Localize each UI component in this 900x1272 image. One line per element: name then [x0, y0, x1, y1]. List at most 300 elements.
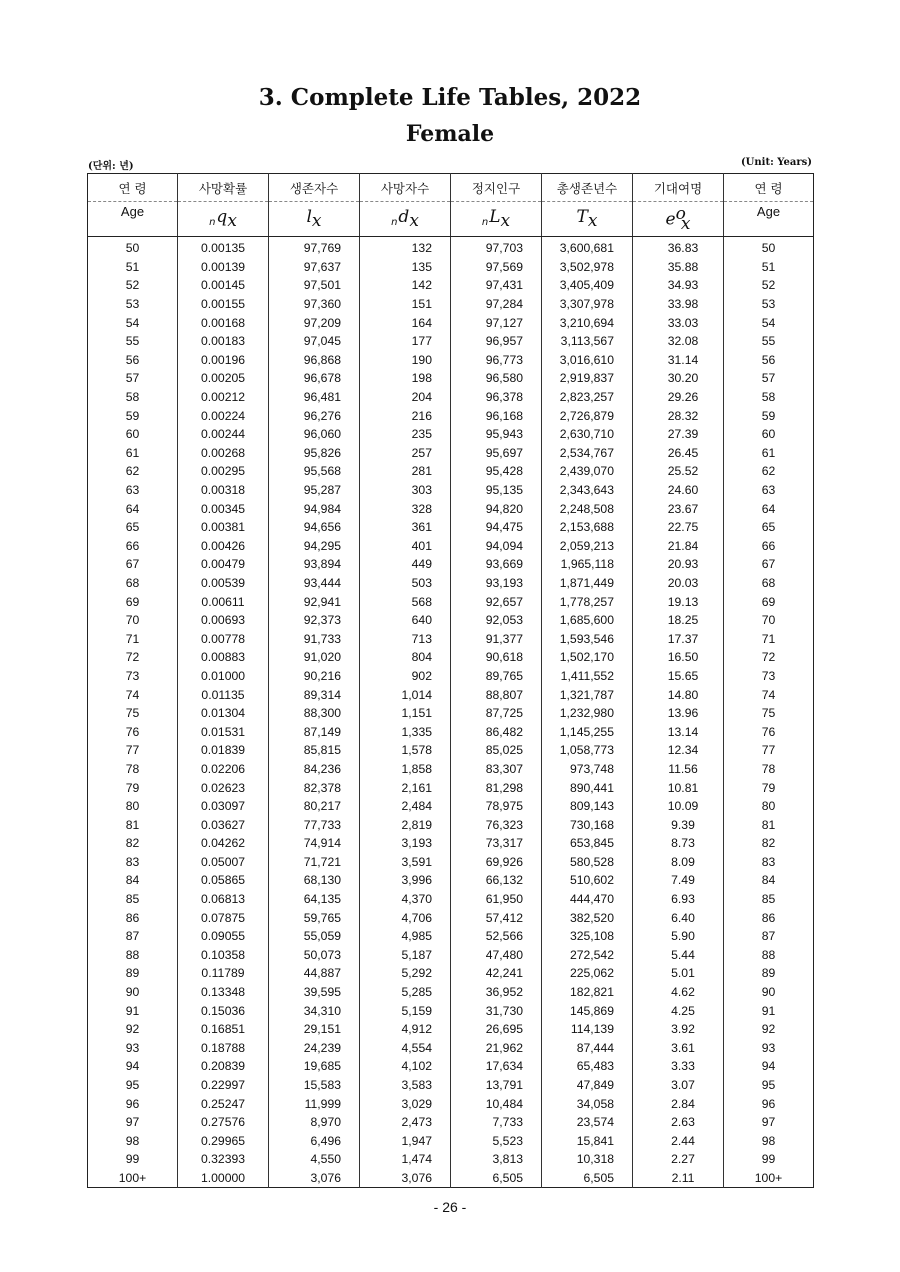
cell-ex: 8.09	[633, 853, 724, 872]
cell-Tx: 510,602	[542, 871, 633, 890]
cell-qx: 0.00778	[178, 629, 269, 648]
cell-ex: 4.62	[633, 983, 724, 1002]
cell-age2: 73	[724, 667, 814, 686]
cell-lx: 89,314	[269, 685, 360, 704]
cell-Tx: 87,444	[542, 1039, 633, 1058]
cell-lx: 85,815	[269, 741, 360, 760]
cell-Tx: 3,210,694	[542, 313, 633, 332]
cell-Lx: 94,820	[451, 499, 542, 518]
table-row	[88, 351, 814, 370]
cell-ex: 20.93	[633, 555, 724, 574]
cell-Lx: 47,480	[451, 946, 542, 965]
cell-lx: 94,984	[269, 499, 360, 518]
cell-qx: 0.02206	[178, 760, 269, 779]
cell-dx: 449	[360, 555, 451, 574]
table-row	[88, 760, 814, 779]
cell-lx: 6,496	[269, 1132, 360, 1151]
cell-dx: 4,370	[360, 890, 451, 909]
cell-age2: 81	[724, 815, 814, 834]
cell-Lx: 66,132	[451, 871, 542, 890]
cell-Lx: 85,025	[451, 741, 542, 760]
cell-dx: 1,151	[360, 704, 451, 723]
header-ex-korean: 기대여명	[633, 174, 724, 202]
table-row	[88, 983, 814, 1002]
cell-qx: 0.05865	[178, 871, 269, 890]
cell-age: 64	[125, 501, 140, 516]
cell-dx: 281	[360, 462, 451, 481]
cell-Lx: 13,791	[451, 1076, 542, 1095]
unit-label-korean: (단위: 년)	[88, 161, 134, 172]
cell-qx: 0.00168	[178, 313, 269, 332]
cell-Tx: 1,232,980	[542, 704, 633, 723]
cell-ex: 2.27	[633, 1150, 724, 1169]
cell-Lx: 57,412	[451, 908, 542, 927]
cell-Lx: 95,135	[451, 481, 542, 500]
cell-age2: 54	[724, 313, 814, 332]
cell-dx: 1,474	[360, 1150, 451, 1169]
cell-ex: 19.13	[633, 592, 724, 611]
cell-lx: 93,444	[269, 574, 360, 593]
table-row	[88, 908, 814, 927]
cell-dx: 3,996	[360, 871, 451, 890]
cell-ex: 9.39	[633, 815, 724, 834]
cell-age: 80	[125, 799, 140, 814]
cell-lx: 96,060	[269, 425, 360, 444]
cell-age2: 69	[724, 592, 814, 611]
cell-ex: 36.83	[633, 237, 724, 258]
cell-ex: 2.63	[633, 1113, 724, 1132]
cell-lx: 91,733	[269, 629, 360, 648]
cell-dx: 135	[360, 258, 451, 277]
cell-age2: 68	[724, 574, 814, 593]
header-dx-symbol: $_nd_x$	[360, 202, 451, 237]
table-row	[88, 295, 814, 314]
cell-qx: 0.00693	[178, 611, 269, 630]
cell-dx: 1,335	[360, 722, 451, 741]
cell-qx: 0.01000	[178, 667, 269, 686]
cell-Tx: 114,139	[542, 1020, 633, 1039]
cell-lx: 15,583	[269, 1076, 360, 1095]
cell-age2: 53	[724, 295, 814, 314]
cell-age2: 58	[724, 388, 814, 407]
table-row	[88, 685, 814, 704]
cell-dx: 4,985	[360, 927, 451, 946]
cell-dx: 5,292	[360, 964, 451, 983]
cell-Lx: 10,484	[451, 1094, 542, 1113]
cell-Tx: 1,145,255	[542, 722, 633, 741]
cell-age: 66	[125, 538, 140, 553]
cell-qx: 0.00539	[178, 574, 269, 593]
cell-Lx: 87,725	[451, 704, 542, 723]
cell-ex: 29.26	[633, 388, 724, 407]
header-lx-symbol: $l_x$	[269, 202, 360, 237]
cell-dx: 151	[360, 295, 451, 314]
cell-qx: 0.00224	[178, 406, 269, 425]
cell-age: 100+	[118, 1170, 147, 1185]
cell-Lx: 42,241	[451, 964, 542, 983]
cell-lx: 24,239	[269, 1039, 360, 1058]
cell-Lx: 92,053	[451, 611, 542, 630]
cell-Tx: 1,965,118	[542, 555, 633, 574]
cell-age2: 79	[724, 778, 814, 797]
cell-Tx: 3,113,567	[542, 332, 633, 351]
cell-ex: 15.65	[633, 667, 724, 686]
cell-dx: 902	[360, 667, 451, 686]
cell-qx: 0.00212	[178, 388, 269, 407]
cell-lx: 64,135	[269, 890, 360, 909]
cell-qx: 0.00611	[178, 592, 269, 611]
cell-qx: 0.05007	[178, 853, 269, 872]
cell-age: 95	[125, 1078, 140, 1093]
header-ex-symbol: $e^o_x$	[633, 202, 724, 237]
cell-ex: 3.61	[633, 1039, 724, 1058]
cell-qx: 0.00883	[178, 648, 269, 667]
cell-age2: 82	[724, 834, 814, 853]
table-row	[88, 537, 814, 556]
cell-Tx: 65,483	[542, 1057, 633, 1076]
cell-dx: 2,473	[360, 1113, 451, 1132]
cell-age: 61	[125, 445, 140, 460]
cell-dx: 235	[360, 425, 451, 444]
header-Lx-korean: 정지인구	[451, 174, 542, 202]
cell-lx: 96,481	[269, 388, 360, 407]
cell-qx: 0.00145	[178, 276, 269, 295]
cell-ex: 28.32	[633, 406, 724, 425]
cell-ex: 12.34	[633, 741, 724, 760]
cell-Tx: 1,411,552	[542, 667, 633, 686]
cell-qx: 0.03097	[178, 797, 269, 816]
cell-ex: 31.14	[633, 351, 724, 370]
cell-Tx: 3,307,978	[542, 295, 633, 314]
cell-Tx: 1,593,546	[542, 629, 633, 648]
cell-dx: 4,554	[360, 1039, 451, 1058]
cell-age: 51	[125, 259, 140, 274]
cell-age: 85	[125, 892, 140, 907]
cell-ex: 24.60	[633, 481, 724, 500]
page-title: 3. Complete Life Tables, 2022	[258, 84, 642, 111]
cell-dx: 568	[360, 592, 451, 611]
cell-qx: 0.00135	[178, 237, 269, 258]
cell-qx: 0.15036	[178, 1001, 269, 1020]
cell-age2: 63	[724, 481, 814, 500]
cell-Lx: 76,323	[451, 815, 542, 834]
table-row	[88, 555, 814, 574]
cell-dx: 3,583	[360, 1076, 451, 1095]
cell-qx: 1.00000	[178, 1169, 269, 1188]
cell-Tx: 47,849	[542, 1076, 633, 1095]
cell-age: 93	[125, 1040, 140, 1055]
table-row	[88, 369, 814, 388]
table-row	[88, 834, 814, 853]
cell-Lx: 95,697	[451, 444, 542, 463]
cell-Tx: 2,439,070	[542, 462, 633, 481]
cell-lx: 50,073	[269, 946, 360, 965]
cell-Lx: 92,657	[451, 592, 542, 611]
cell-dx: 4,706	[360, 908, 451, 927]
cell-Lx: 97,284	[451, 295, 542, 314]
table-row	[88, 629, 814, 648]
cell-Tx: 973,748	[542, 760, 633, 779]
cell-age: 86	[125, 910, 140, 925]
table-row	[88, 258, 814, 277]
cell-qx: 0.00244	[178, 425, 269, 444]
cell-ex: 35.88	[633, 258, 724, 277]
table-row	[88, 704, 814, 723]
cell-age: 82	[125, 836, 140, 851]
cell-Tx: 2,919,837	[542, 369, 633, 388]
cell-lx: 71,721	[269, 853, 360, 872]
header-Lx-symbol: $_nL_x$	[451, 202, 542, 237]
cell-Lx: 17,634	[451, 1057, 542, 1076]
cell-ex: 10.81	[633, 778, 724, 797]
cell-qx: 0.00479	[178, 555, 269, 574]
cell-ex: 30.20	[633, 369, 724, 388]
cell-lx: 92,373	[269, 611, 360, 630]
cell-age2: 97	[724, 1113, 814, 1132]
cell-Tx: 2,343,643	[542, 481, 633, 500]
cell-Tx: 653,845	[542, 834, 633, 853]
table-row	[88, 462, 814, 481]
table-row	[88, 499, 814, 518]
cell-Lx: 95,428	[451, 462, 542, 481]
cell-age: 87	[125, 929, 140, 944]
cell-Tx: 325,108	[542, 927, 633, 946]
cell-ex: 6.40	[633, 908, 724, 927]
cell-qx: 0.11789	[178, 964, 269, 983]
cell-lx: 95,287	[269, 481, 360, 500]
cell-ex: 5.90	[633, 927, 724, 946]
cell-Tx: 580,528	[542, 853, 633, 872]
cell-lx: 94,295	[269, 537, 360, 556]
cell-Tx: 1,685,600	[542, 611, 633, 630]
cell-age2: 60	[724, 425, 814, 444]
cell-lx: 96,678	[269, 369, 360, 388]
cell-age2: 78	[724, 760, 814, 779]
table-row	[88, 406, 814, 425]
cell-ex: 25.52	[633, 462, 724, 481]
cell-dx: 4,912	[360, 1020, 451, 1039]
header-Tx-korean: 총생존년수	[542, 174, 633, 202]
cell-dx: 204	[360, 388, 451, 407]
cell-age2: 66	[724, 537, 814, 556]
cell-age: 53	[125, 297, 140, 312]
cell-Lx: 93,193	[451, 574, 542, 593]
cell-age2: 95	[724, 1076, 814, 1095]
cell-dx: 5,187	[360, 946, 451, 965]
cell-dx: 190	[360, 351, 451, 370]
cell-age: 94	[125, 1059, 140, 1074]
cell-lx: 68,130	[269, 871, 360, 890]
cell-age: 59	[125, 408, 140, 423]
header-Tx-symbol: $T_x$	[542, 202, 633, 237]
cell-dx: 5,285	[360, 983, 451, 1002]
cell-ex: 17.37	[633, 629, 724, 648]
cell-Tx: 182,821	[542, 983, 633, 1002]
header-age-english: Age	[88, 202, 178, 237]
cell-age2: 59	[724, 406, 814, 425]
cell-lx: 97,209	[269, 313, 360, 332]
cell-Tx: 3,405,409	[542, 276, 633, 295]
cell-lx: 4,550	[269, 1150, 360, 1169]
table-row	[88, 276, 814, 295]
table-row	[88, 815, 814, 834]
cell-age2: 76	[724, 722, 814, 741]
cell-ex: 13.14	[633, 722, 724, 741]
cell-dx: 804	[360, 648, 451, 667]
cell-qx: 0.00318	[178, 481, 269, 500]
cell-ex: 22.75	[633, 518, 724, 537]
cell-dx: 3,029	[360, 1094, 451, 1113]
cell-age: 56	[125, 352, 140, 367]
cell-lx: 29,151	[269, 1020, 360, 1039]
cell-ex: 11.56	[633, 760, 724, 779]
cell-age2: 93	[724, 1039, 814, 1058]
cell-qx: 0.00196	[178, 351, 269, 370]
cell-age2: 52	[724, 276, 814, 295]
cell-dx: 257	[360, 444, 451, 463]
cell-Lx: 26,695	[451, 1020, 542, 1039]
cell-dx: 216	[360, 406, 451, 425]
cell-age: 83	[125, 854, 140, 869]
cell-Lx: 5,523	[451, 1132, 542, 1151]
cell-age2: 71	[724, 629, 814, 648]
cell-Tx: 1,058,773	[542, 741, 633, 760]
cell-Tx: 2,248,508	[542, 499, 633, 518]
cell-dx: 1,014	[360, 685, 451, 704]
cell-lx: 91,020	[269, 648, 360, 667]
table-row	[88, 1001, 814, 1020]
cell-age: 72	[125, 650, 140, 665]
cell-age: 60	[125, 427, 140, 442]
cell-qx: 0.16851	[178, 1020, 269, 1039]
cell-age2: 77	[724, 741, 814, 760]
cell-dx: 164	[360, 313, 451, 332]
cell-Lx: 97,703	[451, 237, 542, 258]
table-row	[88, 722, 814, 741]
cell-age2: 64	[724, 499, 814, 518]
table-row	[88, 237, 814, 258]
cell-dx: 3,591	[360, 853, 451, 872]
table-row	[88, 332, 814, 351]
table-row	[88, 1113, 814, 1132]
cell-age: 58	[125, 390, 140, 405]
cell-Tx: 1,502,170	[542, 648, 633, 667]
cell-qx: 0.25247	[178, 1094, 269, 1113]
cell-age: 54	[125, 315, 140, 330]
cell-dx: 1,858	[360, 760, 451, 779]
cell-dx: 2,819	[360, 815, 451, 834]
cell-Lx: 96,168	[451, 406, 542, 425]
cell-age2: 86	[724, 908, 814, 927]
cell-lx: 55,059	[269, 927, 360, 946]
cell-age: 63	[125, 483, 140, 498]
cell-ex: 5.44	[633, 946, 724, 965]
cell-age: 52	[125, 278, 140, 293]
cell-age: 70	[125, 613, 140, 628]
cell-ex: 34.93	[633, 276, 724, 295]
cell-dx: 1,947	[360, 1132, 451, 1151]
cell-age2: 75	[724, 704, 814, 723]
cell-Lx: 90,618	[451, 648, 542, 667]
cell-dx: 713	[360, 629, 451, 648]
cell-qx: 0.18788	[178, 1039, 269, 1058]
cell-Lx: 91,377	[451, 629, 542, 648]
cell-age: 97	[125, 1115, 140, 1130]
cell-lx: 74,914	[269, 834, 360, 853]
cell-ex: 23.67	[633, 499, 724, 518]
cell-dx: 177	[360, 332, 451, 351]
table-row	[88, 778, 814, 797]
cell-ex: 32.08	[633, 332, 724, 351]
cell-ex: 18.25	[633, 611, 724, 630]
table-row	[88, 1057, 814, 1076]
cell-Tx: 145,869	[542, 1001, 633, 1020]
cell-dx: 2,484	[360, 797, 451, 816]
cell-lx: 88,300	[269, 704, 360, 723]
cell-ex: 10.09	[633, 797, 724, 816]
cell-qx: 0.32393	[178, 1150, 269, 1169]
cell-age2: 96	[724, 1094, 814, 1113]
cell-age2: 88	[724, 946, 814, 965]
cell-ex: 33.03	[633, 313, 724, 332]
cell-lx: 97,637	[269, 258, 360, 277]
cell-Lx: 97,127	[451, 313, 542, 332]
cell-Lx: 36,952	[451, 983, 542, 1002]
cell-ex: 6.93	[633, 890, 724, 909]
cell-age2: 87	[724, 927, 814, 946]
cell-age: 84	[125, 873, 140, 888]
table-row	[88, 425, 814, 444]
cell-ex: 16.50	[633, 648, 724, 667]
cell-ex: 2.44	[633, 1132, 724, 1151]
cell-dx: 3,076	[360, 1169, 451, 1188]
cell-qx: 0.02623	[178, 778, 269, 797]
table-header	[88, 174, 814, 237]
cell-qx: 0.20839	[178, 1057, 269, 1076]
cell-ex: 3.92	[633, 1020, 724, 1039]
cell-qx: 0.09055	[178, 927, 269, 946]
cell-lx: 97,360	[269, 295, 360, 314]
cell-qx: 0.01135	[178, 685, 269, 704]
cell-ex: 21.84	[633, 537, 724, 556]
table-row	[88, 853, 814, 872]
table-row	[88, 667, 814, 686]
cell-Lx: 89,765	[451, 667, 542, 686]
cell-Lx: 6,505	[451, 1169, 542, 1188]
table-row	[88, 574, 814, 593]
cell-lx: 93,894	[269, 555, 360, 574]
cell-age2: 89	[724, 964, 814, 983]
table-row	[88, 741, 814, 760]
cell-age: 75	[125, 706, 140, 721]
cell-Tx: 1,871,449	[542, 574, 633, 593]
cell-lx: 8,970	[269, 1113, 360, 1132]
cell-age: 79	[125, 780, 140, 795]
cell-Lx: 97,569	[451, 258, 542, 277]
life-table	[87, 173, 814, 1188]
cell-lx: 84,236	[269, 760, 360, 779]
table-row	[88, 890, 814, 909]
cell-qx: 0.06813	[178, 890, 269, 909]
cell-lx: 97,501	[269, 276, 360, 295]
cell-Lx: 94,094	[451, 537, 542, 556]
cell-lx: 44,887	[269, 964, 360, 983]
cell-qx: 0.00268	[178, 444, 269, 463]
cell-Tx: 890,441	[542, 778, 633, 797]
cell-Tx: 6,505	[542, 1169, 633, 1188]
cell-dx: 361	[360, 518, 451, 537]
cell-Lx: 73,317	[451, 834, 542, 853]
